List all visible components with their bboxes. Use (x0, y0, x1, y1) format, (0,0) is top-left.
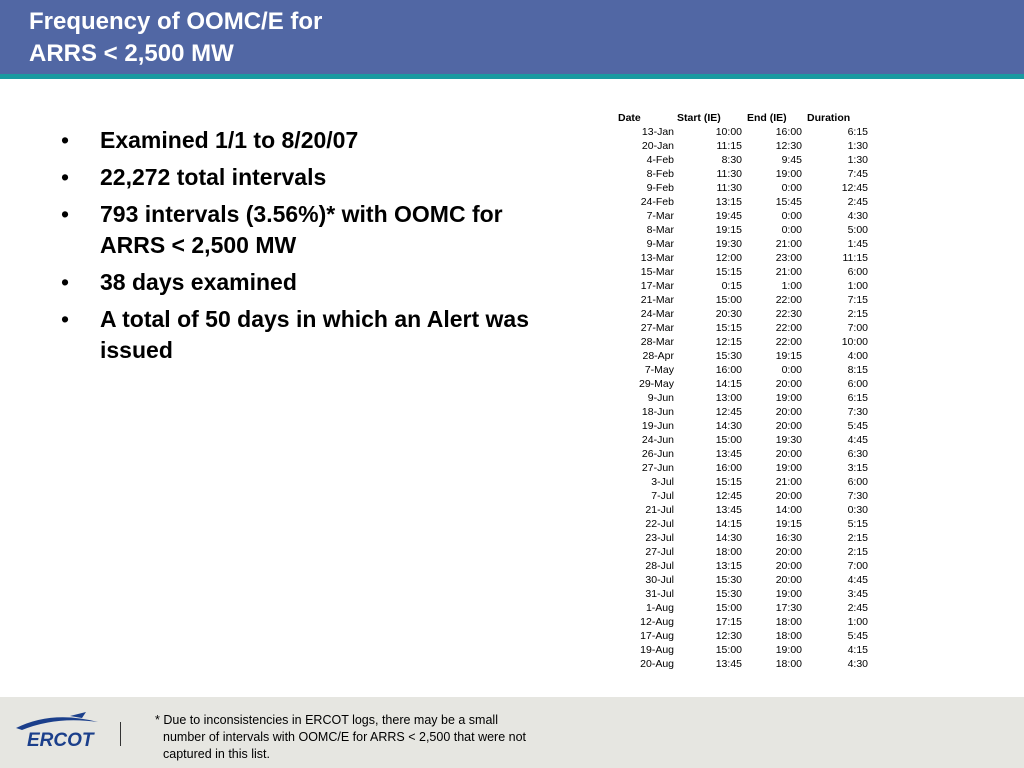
cell-duration: 4:30 (847, 658, 868, 670)
cell-date: 13-Jan (641, 126, 674, 138)
cell-duration: 11:15 (842, 252, 868, 264)
cell-duration: 7:00 (847, 322, 868, 334)
cell-duration: 6:00 (847, 476, 868, 488)
cell-duration: 4:45 (847, 574, 868, 586)
cell-start: 15:00 (715, 602, 742, 614)
table-row (604, 363, 868, 377)
bullet-dot-icon: • (61, 127, 70, 153)
cell-start: 12:45 (715, 406, 742, 418)
cell-end: 0:00 (781, 182, 802, 194)
cell-date: 20-Jan (641, 140, 674, 152)
cell-end: 0:00 (781, 210, 802, 222)
cell-start: 15:15 (715, 266, 742, 278)
cell-start: 17:15 (715, 616, 742, 628)
cell-duration: 6:00 (847, 378, 868, 390)
cell-date: 23-Jul (645, 532, 674, 544)
table-row (604, 433, 868, 447)
cell-end: 19:30 (775, 434, 802, 446)
cell-start: 15:30 (715, 588, 742, 600)
cell-start: 8:30 (721, 154, 742, 166)
table-row (604, 167, 868, 181)
cell-duration: 3:15 (847, 462, 868, 474)
table-row (604, 307, 868, 321)
table-row (604, 125, 868, 139)
table-row (604, 293, 868, 307)
cell-start: 20:30 (715, 308, 742, 320)
cell-date: 8-Feb (646, 168, 674, 180)
cell-end: 20:00 (775, 420, 802, 432)
table-row (604, 139, 868, 153)
cell-end: 0:00 (781, 224, 802, 236)
bullet-text: Examined 1/1 to 8/20/07 (100, 127, 359, 153)
table-row (604, 153, 868, 167)
bullet-list (58, 125, 538, 372)
cell-duration: 7:45 (847, 168, 868, 180)
cell-date: 21-Jul (645, 504, 674, 516)
cell-end: 22:30 (775, 308, 802, 320)
cell-end: 20:00 (775, 560, 802, 572)
cell-start: 12:30 (715, 630, 742, 642)
cell-date: 28-Jul (645, 560, 674, 572)
table-row (604, 545, 868, 559)
cell-duration: 1:45 (847, 238, 868, 250)
table-row (604, 335, 868, 349)
cell-start: 13:45 (715, 658, 742, 670)
cell-date: 31-Jul (645, 588, 674, 600)
table-row (604, 181, 868, 195)
cell-start: 10:00 (715, 126, 742, 138)
cell-date: 20-Aug (640, 658, 674, 670)
cell-date: 7-Jul (651, 490, 674, 502)
table-row (604, 517, 868, 531)
bullet-text: 793 intervals (3.56%)* with OOMC for ARRS < 2,500 MW (100, 201, 503, 258)
table-row (604, 251, 868, 265)
cell-date: 27-Mar (640, 322, 674, 334)
cell-start: 12:00 (715, 252, 742, 264)
cell-duration: 7:30 (847, 490, 868, 502)
cell-date: 7-May (644, 364, 674, 376)
table-row (604, 223, 868, 237)
cell-end: 19:00 (775, 644, 802, 656)
cell-start: 14:15 (715, 518, 742, 530)
bullet-dot-icon: • (61, 306, 70, 332)
cell-date: 19-Jun (641, 420, 674, 432)
table-row (604, 531, 868, 545)
bullet-dot-icon: • (61, 164, 70, 190)
cell-end: 18:00 (775, 630, 802, 642)
cell-start: 16:00 (715, 462, 742, 474)
cell-start: 12:45 (715, 490, 742, 502)
oomc-data-table (604, 111, 868, 671)
table-row (604, 265, 868, 279)
cell-date: 9-Jun (647, 392, 674, 404)
cell-end: 19:00 (775, 168, 802, 180)
table-row (604, 503, 868, 517)
cell-end: 22:00 (775, 336, 802, 348)
cell-duration: 1:00 (847, 280, 868, 292)
table-row (604, 489, 868, 503)
table-row (604, 461, 868, 475)
cell-duration: 1:30 (847, 154, 868, 166)
table-row (604, 209, 868, 223)
cell-start: 11:30 (716, 182, 742, 194)
footnote-line-3: captured in this list. (163, 747, 270, 761)
cell-date: 4-Feb (646, 154, 674, 166)
cell-end: 12:30 (775, 140, 802, 152)
cell-date: 9-Feb (646, 182, 674, 194)
cell-duration: 4:45 (847, 434, 868, 446)
cell-end: 22:00 (775, 322, 802, 334)
table-row (604, 559, 868, 573)
cell-end: 18:00 (775, 616, 802, 628)
slide-title-line-2: ARRS < 2,500 MW (29, 40, 234, 67)
cell-start: 0:15 (721, 280, 742, 292)
cell-end: 22:00 (775, 294, 802, 306)
cell-date: 29-May (638, 378, 674, 390)
cell-end: 19:00 (775, 588, 802, 600)
cell-duration: 8:15 (847, 364, 868, 376)
cell-end: 17:30 (775, 602, 802, 614)
cell-duration: 2:45 (847, 196, 868, 208)
cell-start: 13:45 (715, 504, 742, 516)
cell-duration: 6:15 (847, 126, 868, 138)
cell-duration: 4:00 (847, 350, 868, 362)
cell-start: 15:15 (715, 476, 742, 488)
cell-duration: 1:00 (847, 616, 868, 628)
cell-date: 28-Apr (642, 350, 674, 362)
cell-date: 22-Jul (645, 518, 674, 530)
cell-end: 20:00 (775, 448, 802, 460)
cell-end: 19:00 (775, 462, 802, 474)
cell-start: 14:15 (715, 378, 742, 390)
bullet-item (58, 125, 538, 156)
cell-end: 23:00 (775, 252, 802, 264)
table-row (604, 377, 868, 391)
cell-end: 19:00 (775, 392, 802, 404)
cell-date: 17-Mar (640, 280, 674, 292)
cell-start: 13:15 (715, 196, 742, 208)
cell-duration: 4:30 (847, 210, 868, 222)
cell-duration: 2:15 (847, 308, 868, 320)
cell-end: 20:00 (775, 546, 802, 558)
cell-start: 15:15 (715, 322, 742, 334)
cell-date: 27-Jun (641, 462, 674, 474)
cell-date: 12-Aug (640, 616, 674, 628)
slide-title-line-1: Frequency of OOMC/E for (29, 8, 323, 35)
cell-end: 20:00 (775, 574, 802, 586)
cell-date: 19-Aug (640, 644, 674, 656)
cell-duration: 6:15 (847, 392, 868, 404)
table-row (604, 573, 868, 587)
cell-start: 14:30 (715, 532, 742, 544)
cell-end: 15:45 (775, 196, 802, 208)
bullet-item (58, 304, 538, 366)
cell-start: 11:30 (716, 168, 742, 180)
cell-start: 13:00 (715, 392, 742, 404)
cell-end: 20:00 (775, 406, 802, 418)
cell-start: 15:30 (715, 350, 742, 362)
table-row (604, 657, 868, 671)
cell-duration: 3:45 (847, 588, 868, 600)
cell-duration: 5:15 (847, 518, 868, 530)
logo-text: ERCOT (27, 730, 94, 750)
cell-start: 19:30 (715, 238, 742, 250)
cell-end: 0:00 (781, 364, 802, 376)
cell-start: 14:30 (715, 420, 742, 432)
header-duration: Duration (807, 112, 851, 124)
cell-date: 21-Mar (640, 294, 674, 306)
cell-duration: 2:45 (847, 602, 868, 614)
cell-duration: 10:00 (841, 336, 868, 348)
table-row (604, 447, 868, 461)
cell-start: 16:00 (715, 364, 742, 376)
cell-duration: 12:45 (841, 182, 868, 194)
cell-date: 26-Jun (641, 448, 674, 460)
cell-date: 30-Jul (645, 574, 674, 586)
cell-end: 21:00 (775, 238, 802, 250)
header-date: Date (618, 112, 641, 124)
cell-end: 19:15 (775, 350, 802, 362)
cell-duration: 0:30 (847, 504, 868, 516)
bullet-dot-icon: • (61, 269, 70, 295)
cell-end: 21:00 (775, 266, 802, 278)
cell-duration: 7:00 (847, 560, 868, 572)
cell-start: 19:15 (715, 224, 742, 236)
cell-start: 12:15 (715, 336, 742, 348)
bullet-text: 38 days examined (100, 269, 297, 295)
cell-duration: 6:30 (847, 448, 868, 460)
cell-duration: 6:00 (847, 266, 868, 278)
cell-start: 15:30 (715, 574, 742, 586)
table-row (604, 349, 868, 363)
title-bar (0, 0, 1024, 74)
cell-date: 1-Aug (645, 602, 674, 614)
footnote-line-1: * Due to inconsistencies in ERCOT logs, there may be a small (155, 713, 498, 727)
ercot-logo-icon (12, 708, 102, 750)
ercot-logo-graphic (12, 708, 102, 750)
cell-duration: 4:15 (847, 644, 868, 656)
cell-date: 15-Mar (640, 266, 674, 278)
table-row (604, 195, 868, 209)
table-row (604, 587, 868, 601)
cell-date: 7-Mar (646, 210, 674, 222)
cell-start: 15:00 (715, 434, 742, 446)
cell-start: 15:00 (715, 644, 742, 656)
cell-date: 24-Jun (641, 434, 674, 446)
cell-duration: 5:45 (847, 420, 868, 432)
cell-start: 11:15 (716, 140, 742, 152)
cell-end: 14:00 (775, 504, 802, 516)
cell-end: 16:00 (775, 126, 802, 138)
cell-duration: 7:15 (847, 294, 868, 306)
cell-end: 9:45 (781, 154, 802, 166)
cell-duration: 2:15 (847, 532, 868, 544)
cell-end: 18:00 (775, 658, 802, 670)
table-row (604, 629, 868, 643)
cell-date: 8-Mar (646, 224, 674, 236)
logo-divider (120, 722, 121, 746)
title-accent-stripe (0, 74, 1024, 79)
cell-end: 1:00 (781, 280, 802, 292)
cell-end: 21:00 (775, 476, 802, 488)
cell-end: 20:00 (775, 378, 802, 390)
footnote-line-2: number of intervals with OOMC/E for ARRS < 2,500 that were not (163, 730, 527, 744)
cell-start: 15:00 (715, 294, 742, 306)
cell-duration: 7:30 (847, 406, 868, 418)
cell-date: 28-Mar (640, 336, 674, 348)
cell-date: 18-Jun (641, 406, 674, 418)
cell-date: 13-Mar (640, 252, 674, 264)
table-header-row (604, 111, 868, 125)
table-row (604, 321, 868, 335)
table-row (604, 601, 868, 615)
header-start: Start (IE) (677, 112, 721, 124)
footnote (155, 712, 595, 763)
cell-date: 27-Jul (645, 546, 674, 558)
table-row (604, 405, 868, 419)
bullet-item (58, 267, 538, 298)
cell-end: 16:30 (775, 532, 802, 544)
cell-start: 19:45 (715, 210, 742, 222)
bullet-item (58, 162, 538, 193)
bullet-dot-icon: • (61, 201, 70, 227)
cell-start: 18:00 (715, 546, 742, 558)
cell-duration: 5:00 (847, 224, 868, 236)
cell-date: 9-Mar (646, 238, 674, 250)
table-row (604, 237, 868, 251)
cell-end: 19:15 (775, 518, 802, 530)
cell-date: 24-Feb (640, 196, 674, 208)
bullet-item (58, 199, 538, 261)
bullet-text: 22,272 total intervals (100, 164, 327, 190)
table-row (604, 643, 868, 657)
table-row (604, 419, 868, 433)
header-end: End (IE) (747, 112, 787, 124)
cell-date: 3-Jul (651, 476, 674, 488)
table-row (604, 475, 868, 489)
table-row (604, 615, 868, 629)
table-row (604, 391, 868, 405)
cell-date: 24-Mar (640, 308, 674, 320)
cell-duration: 2:15 (847, 546, 868, 558)
bullet-text: A total of 50 days in which an Alert was issued (100, 306, 530, 363)
cell-duration: 1:30 (847, 140, 868, 152)
cell-start: 13:15 (715, 560, 742, 572)
cell-end: 20:00 (775, 490, 802, 502)
table-row (604, 279, 868, 293)
cell-start: 13:45 (715, 448, 742, 460)
cell-date: 17-Aug (640, 630, 674, 642)
cell-duration: 5:45 (847, 630, 868, 642)
